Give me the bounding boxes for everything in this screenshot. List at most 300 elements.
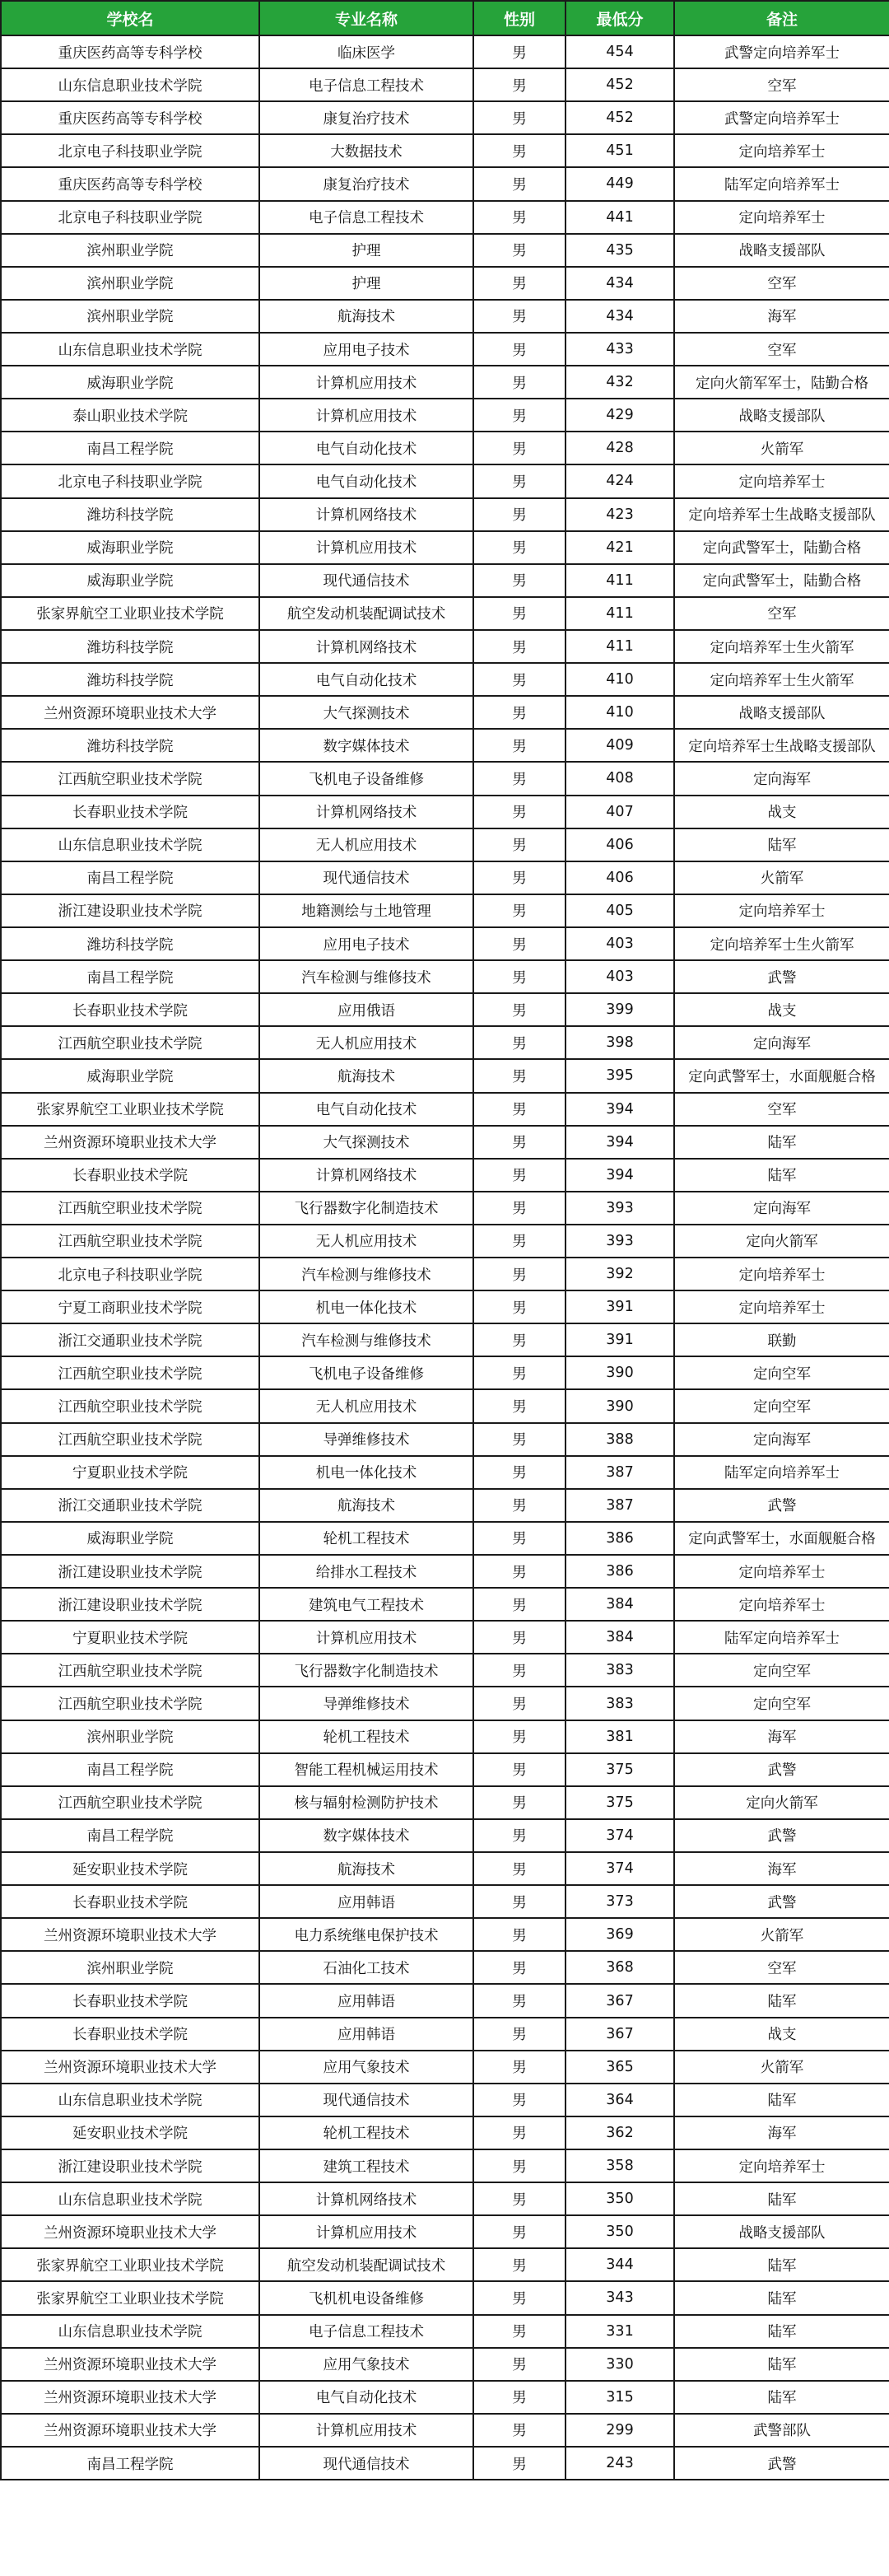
cell-major: 计算机应用技术 — [259, 399, 473, 432]
cell-major: 汽车检测与维修技术 — [259, 1258, 473, 1290]
cell-remark: 战略支援部队 — [674, 2215, 889, 2248]
table-row — [1, 663, 889, 696]
cell-min-score: 374 — [566, 1852, 674, 1885]
table-row — [1, 796, 889, 828]
cell-remark: 定向空军 — [674, 1687, 889, 1720]
cell-min-score: 434 — [566, 267, 674, 300]
cell-major: 飞机电子设备维修 — [259, 1356, 473, 1389]
cell-major: 应用韩语 — [259, 2018, 473, 2051]
cell-min-score: 375 — [566, 1753, 674, 1786]
table-row — [1, 729, 889, 762]
cell-gender: 男 — [473, 464, 566, 497]
cell-min-score: 408 — [566, 762, 674, 795]
cell-major: 地籍测绘与土地管理 — [259, 894, 473, 927]
table-row — [1, 2381, 889, 2414]
cell-remark: 定向武警军士，陆勤合格 — [674, 564, 889, 597]
cell-gender: 男 — [473, 35, 566, 68]
cell-remark: 火箭军 — [674, 432, 889, 464]
cell-min-score: 365 — [566, 2051, 674, 2084]
cell-min-score: 411 — [566, 597, 674, 630]
cell-gender: 男 — [473, 828, 566, 861]
cell-min-score: 373 — [566, 1885, 674, 1918]
cell-min-score: 391 — [566, 1323, 674, 1356]
cell-remark: 定向武警军士，水面舰艇合格 — [674, 1059, 889, 1092]
table-row — [1, 234, 889, 267]
cell-major: 电气自动化技术 — [259, 1093, 473, 1126]
cell-min-score: 395 — [566, 1059, 674, 1092]
cell-major: 康复治疗技术 — [259, 167, 473, 200]
table-row — [1, 2149, 889, 2182]
cell-min-score: 432 — [566, 366, 674, 399]
cell-gender: 男 — [473, 1159, 566, 1192]
cell-min-score: 410 — [566, 663, 674, 696]
table-row — [1, 2018, 889, 2051]
header-school: 学校名 — [1, 1, 259, 35]
table-row — [1, 993, 889, 1026]
table-row — [1, 1389, 889, 1422]
table-row — [1, 1059, 889, 1092]
cell-remark: 武警 — [674, 1885, 889, 1918]
cell-remark: 陆军 — [674, 2315, 889, 2348]
cell-remark: 定向培养军士 — [674, 1290, 889, 1323]
table-row — [1, 1720, 889, 1753]
cell-school: 重庆医药高等专科学校 — [1, 167, 259, 200]
cell-min-score: 433 — [566, 333, 674, 366]
cell-min-score: 362 — [566, 2116, 674, 2149]
header-min-score: 最低分 — [566, 1, 674, 35]
header-major: 专业名称 — [259, 1, 473, 35]
cell-min-score: 428 — [566, 432, 674, 464]
cell-school: 张家界航空工业职业技术学院 — [1, 2248, 259, 2281]
cell-school: 兰州资源环境职业技术大学 — [1, 2215, 259, 2248]
cell-gender: 男 — [473, 1621, 566, 1654]
cell-school: 兰州资源环境职业技术大学 — [1, 2348, 259, 2381]
table-row — [1, 2315, 889, 2348]
cell-major: 轮机工程技术 — [259, 2116, 473, 2149]
cell-major: 航空发动机装配调试技术 — [259, 597, 473, 630]
table-row — [1, 1852, 889, 1885]
cell-school: 潍坊科技学院 — [1, 663, 259, 696]
cell-min-score: 405 — [566, 894, 674, 927]
cell-school: 浙江建设职业技术学院 — [1, 2149, 259, 2182]
cell-remark: 定向培养军士 — [674, 201, 889, 234]
cell-gender: 男 — [473, 1984, 566, 2017]
cell-remark: 陆军 — [674, 2281, 889, 2314]
cell-remark: 战支 — [674, 2018, 889, 2051]
table-row — [1, 2084, 889, 2116]
cell-major: 建筑电气工程技术 — [259, 1588, 473, 1621]
cell-remark: 定向海军 — [674, 1423, 889, 1456]
cell-school: 兰州资源环境职业技术大学 — [1, 1918, 259, 1951]
cell-major: 护理 — [259, 267, 473, 300]
cell-major: 计算机网络技术 — [259, 2182, 473, 2215]
cell-min-score: 384 — [566, 1588, 674, 1621]
cell-school: 浙江建设职业技术学院 — [1, 894, 259, 927]
table-row — [1, 1819, 889, 1852]
cell-min-score: 451 — [566, 134, 674, 167]
cell-school: 浙江交通职业技术学院 — [1, 1489, 259, 1522]
cell-school: 张家界航空工业职业技术学院 — [1, 597, 259, 630]
table-row — [1, 1588, 889, 1621]
cell-school: 南昌工程学院 — [1, 960, 259, 993]
cell-gender: 男 — [473, 1720, 566, 1753]
table-row — [1, 267, 889, 300]
cell-school: 兰州资源环境职业技术大学 — [1, 2051, 259, 2084]
table-row — [1, 134, 889, 167]
table-row — [1, 828, 889, 861]
cell-min-score: 390 — [566, 1356, 674, 1389]
cell-major: 飞机电子设备维修 — [259, 762, 473, 795]
cell-gender: 男 — [473, 531, 566, 564]
cell-school: 潍坊科技学院 — [1, 927, 259, 960]
cell-major: 应用韩语 — [259, 1885, 473, 1918]
table-row — [1, 1323, 889, 1356]
table-row — [1, 432, 889, 464]
cell-min-score: 411 — [566, 630, 674, 663]
cell-remark: 战支 — [674, 993, 889, 1026]
cell-major: 电气自动化技术 — [259, 663, 473, 696]
table-row — [1, 1356, 889, 1389]
table-row — [1, 531, 889, 564]
cell-major: 电力系统继电保护技术 — [259, 1918, 473, 1951]
header-remark: 备注 — [674, 1, 889, 35]
cell-school: 重庆医药高等专科学校 — [1, 101, 259, 134]
table-row — [1, 1456, 889, 1489]
cell-gender: 男 — [473, 2381, 566, 2414]
cell-gender: 男 — [473, 333, 566, 366]
cell-school: 长春职业技术学院 — [1, 796, 259, 828]
cell-major: 数字媒体技术 — [259, 1819, 473, 1852]
cell-min-score: 390 — [566, 1389, 674, 1422]
cell-gender: 男 — [473, 201, 566, 234]
table-row — [1, 2281, 889, 2314]
cell-remark: 海军 — [674, 1852, 889, 1885]
cell-school: 滨州职业学院 — [1, 300, 259, 333]
cell-gender: 男 — [473, 597, 566, 630]
cell-major: 现代通信技术 — [259, 564, 473, 597]
cell-min-score: 343 — [566, 2281, 674, 2314]
cell-min-score: 434 — [566, 300, 674, 333]
cell-school: 南昌工程学院 — [1, 861, 259, 894]
cell-major: 计算机应用技术 — [259, 2215, 473, 2248]
cell-major: 电子信息工程技术 — [259, 2315, 473, 2348]
cell-major: 计算机网络技术 — [259, 498, 473, 531]
cell-gender: 男 — [473, 1456, 566, 1489]
cell-min-score: 387 — [566, 1489, 674, 1522]
cell-school: 山东信息职业技术学院 — [1, 2315, 259, 2348]
cell-school: 江西航空职业技术学院 — [1, 1389, 259, 1422]
cell-school: 江西航空职业技术学院 — [1, 1192, 259, 1225]
table-row — [1, 1159, 889, 1192]
cell-remark: 武警 — [674, 2447, 889, 2480]
table-row — [1, 1093, 889, 1126]
cell-min-score: 358 — [566, 2149, 674, 2182]
cell-major: 无人机应用技术 — [259, 1026, 473, 1059]
cell-gender: 男 — [473, 1093, 566, 1126]
cell-remark: 武警 — [674, 1819, 889, 1852]
cell-gender: 男 — [473, 1290, 566, 1323]
cell-school: 长春职业技术学院 — [1, 1885, 259, 1918]
cell-min-score: 383 — [566, 1687, 674, 1720]
cell-major: 导弹维修技术 — [259, 1687, 473, 1720]
cell-gender: 男 — [473, 2281, 566, 2314]
cell-school: 江西航空职业技术学院 — [1, 1654, 259, 1687]
cell-min-score: 369 — [566, 1918, 674, 1951]
cell-min-score: 350 — [566, 2182, 674, 2215]
cell-school: 北京电子科技职业学院 — [1, 1258, 259, 1290]
cell-remark: 定向培养军士 — [674, 1588, 889, 1621]
cell-gender: 男 — [473, 1522, 566, 1555]
cell-major: 航空发动机装配调试技术 — [259, 2248, 473, 2281]
table-row — [1, 1753, 889, 1786]
cell-min-score: 367 — [566, 1984, 674, 2017]
cell-remark: 战略支援部队 — [674, 399, 889, 432]
cell-major: 航海技术 — [259, 1489, 473, 1522]
cell-gender: 男 — [473, 762, 566, 795]
cell-school: 滨州职业学院 — [1, 267, 259, 300]
header-gender: 性别 — [473, 1, 566, 35]
cell-min-score: 406 — [566, 828, 674, 861]
cell-school: 潍坊科技学院 — [1, 630, 259, 663]
table-row — [1, 2447, 889, 2480]
cell-remark: 定向海军 — [674, 762, 889, 795]
cell-min-score: 350 — [566, 2215, 674, 2248]
cell-min-score: 243 — [566, 2447, 674, 2480]
table-row — [1, 894, 889, 927]
cell-gender: 男 — [473, 796, 566, 828]
cell-min-score: 435 — [566, 234, 674, 267]
table-row — [1, 2215, 889, 2248]
cell-gender: 男 — [473, 2315, 566, 2348]
cell-min-score: 394 — [566, 1126, 674, 1159]
cell-min-score: 331 — [566, 2315, 674, 2348]
cell-major: 汽车检测与维修技术 — [259, 960, 473, 993]
cell-min-score: 424 — [566, 464, 674, 497]
cell-min-score: 409 — [566, 729, 674, 762]
table-row — [1, 927, 889, 960]
table-row — [1, 2414, 889, 2447]
cell-remark: 陆军 — [674, 1159, 889, 1192]
cell-min-score: 299 — [566, 2414, 674, 2447]
cell-remark: 定向培养军士 — [674, 1258, 889, 1290]
table-row — [1, 1555, 889, 1588]
cell-major: 轮机工程技术 — [259, 1522, 473, 1555]
cell-gender: 男 — [473, 1489, 566, 1522]
cell-school: 兰州资源环境职业技术大学 — [1, 696, 259, 729]
cell-school: 泰山职业技术学院 — [1, 399, 259, 432]
table-row — [1, 300, 889, 333]
cell-min-score: 407 — [566, 796, 674, 828]
cell-major: 数字媒体技术 — [259, 729, 473, 762]
cell-school: 张家界航空工业职业技术学院 — [1, 2281, 259, 2314]
cell-remark: 武警 — [674, 960, 889, 993]
cell-major: 航海技术 — [259, 1852, 473, 1885]
cell-remark: 定向培养军士 — [674, 2149, 889, 2182]
cell-gender: 男 — [473, 1588, 566, 1621]
cell-remark: 武警定向培养军士 — [674, 101, 889, 134]
cell-remark: 定向培养军士生火箭军 — [674, 663, 889, 696]
cell-gender: 男 — [473, 2182, 566, 2215]
cell-gender: 男 — [473, 1654, 566, 1687]
cell-remark: 陆军 — [674, 828, 889, 861]
table-row — [1, 1621, 889, 1654]
cell-min-score: 384 — [566, 1621, 674, 1654]
cell-min-score: 421 — [566, 531, 674, 564]
table-row — [1, 101, 889, 134]
cell-major: 计算机网络技术 — [259, 1159, 473, 1192]
table-row — [1, 2348, 889, 2381]
cell-min-score: 410 — [566, 696, 674, 729]
table-row — [1, 1786, 889, 1819]
cell-remark: 武警部队 — [674, 2414, 889, 2447]
cell-major: 飞机机电设备维修 — [259, 2281, 473, 2314]
table-row — [1, 399, 889, 432]
cell-major: 应用电子技术 — [259, 333, 473, 366]
cell-school: 北京电子科技职业学院 — [1, 464, 259, 497]
cell-remark: 定向海军 — [674, 1026, 889, 1059]
cell-min-score: 423 — [566, 498, 674, 531]
table-row — [1, 1951, 889, 1984]
cell-gender: 男 — [473, 1026, 566, 1059]
cell-min-score: 386 — [566, 1522, 674, 1555]
cell-major: 应用气象技术 — [259, 2348, 473, 2381]
cell-min-score: 315 — [566, 2381, 674, 2414]
cell-school: 宁夏职业技术学院 — [1, 1621, 259, 1654]
cell-school: 南昌工程学院 — [1, 432, 259, 464]
cell-gender: 男 — [473, 1687, 566, 1720]
cell-major: 智能工程机械运用技术 — [259, 1753, 473, 1786]
cell-gender: 男 — [473, 993, 566, 1026]
cell-major: 计算机网络技术 — [259, 796, 473, 828]
cell-major: 计算机应用技术 — [259, 366, 473, 399]
cell-major: 计算机网络技术 — [259, 630, 473, 663]
cell-school: 长春职业技术学院 — [1, 1984, 259, 2017]
cell-major: 飞行器数字化制造技术 — [259, 1192, 473, 1225]
cell-min-score: 429 — [566, 399, 674, 432]
cell-min-score: 393 — [566, 1225, 674, 1258]
cell-gender: 男 — [473, 1192, 566, 1225]
cell-gender: 男 — [473, 2084, 566, 2116]
cell-remark: 陆军 — [674, 2182, 889, 2215]
cell-remark: 空军 — [674, 68, 889, 101]
cell-major: 计算机应用技术 — [259, 531, 473, 564]
cell-min-score: 374 — [566, 1819, 674, 1852]
cell-gender: 男 — [473, 1951, 566, 1984]
cell-gender: 男 — [473, 894, 566, 927]
cell-gender: 男 — [473, 1885, 566, 1918]
cell-school: 兰州资源环境职业技术大学 — [1, 1126, 259, 1159]
cell-gender: 男 — [473, 1918, 566, 1951]
cell-major: 航海技术 — [259, 300, 473, 333]
cell-remark: 定向武警军士，陆勤合格 — [674, 531, 889, 564]
cell-min-score: 367 — [566, 2018, 674, 2051]
cell-remark: 战略支援部队 — [674, 696, 889, 729]
cell-school: 江西航空职业技术学院 — [1, 1423, 259, 1456]
cell-major: 飞行器数字化制造技术 — [259, 1654, 473, 1687]
cell-major: 导弹维修技术 — [259, 1423, 473, 1456]
cell-remark: 陆军定向培养军士 — [674, 1621, 889, 1654]
cell-remark: 空军 — [674, 333, 889, 366]
header-row — [1, 1, 889, 35]
cell-school: 滨州职业学院 — [1, 1720, 259, 1753]
cell-school: 浙江建设职业技术学院 — [1, 1555, 259, 1588]
cell-min-score: 399 — [566, 993, 674, 1026]
cell-gender: 男 — [473, 696, 566, 729]
cell-major: 计算机应用技术 — [259, 1621, 473, 1654]
cell-gender: 男 — [473, 101, 566, 134]
cell-major: 现代通信技术 — [259, 2447, 473, 2480]
table-row — [1, 1687, 889, 1720]
cell-gender: 男 — [473, 2018, 566, 2051]
cell-major: 电子信息工程技术 — [259, 68, 473, 101]
cell-remark: 陆军定向培养军士 — [674, 1456, 889, 1489]
cell-school: 山东信息职业技术学院 — [1, 828, 259, 861]
cell-remark: 定向培养军士生火箭军 — [674, 630, 889, 663]
cell-gender: 男 — [473, 927, 566, 960]
cell-school: 威海职业学院 — [1, 1059, 259, 1092]
cell-remark: 战支 — [674, 796, 889, 828]
cell-gender: 男 — [473, 1753, 566, 1786]
cell-major: 应用气象技术 — [259, 2051, 473, 2084]
cell-school: 南昌工程学院 — [1, 1753, 259, 1786]
cell-remark: 空军 — [674, 597, 889, 630]
cell-major: 石油化工技术 — [259, 1951, 473, 1984]
cell-gender: 男 — [473, 366, 566, 399]
table-row — [1, 696, 889, 729]
table-row — [1, 861, 889, 894]
cell-gender: 男 — [473, 1786, 566, 1819]
cell-school: 浙江建设职业技术学院 — [1, 1588, 259, 1621]
cell-major: 现代通信技术 — [259, 861, 473, 894]
cell-gender: 男 — [473, 630, 566, 663]
table-row — [1, 333, 889, 366]
cell-school: 延安职业技术学院 — [1, 1852, 259, 1885]
cell-major: 电气自动化技术 — [259, 464, 473, 497]
table-row — [1, 1489, 889, 1522]
cell-school: 长春职业技术学院 — [1, 2018, 259, 2051]
cell-major: 无人机应用技术 — [259, 828, 473, 861]
cell-remark: 陆军 — [674, 1126, 889, 1159]
cell-min-score: 394 — [566, 1093, 674, 1126]
cell-major: 汽车检测与维修技术 — [259, 1323, 473, 1356]
cell-remark: 定向空军 — [674, 1654, 889, 1687]
cell-major: 机电一体化技术 — [259, 1456, 473, 1489]
cell-remark: 空军 — [674, 1093, 889, 1126]
cell-min-score: 441 — [566, 201, 674, 234]
cell-gender: 男 — [473, 267, 566, 300]
cell-gender: 男 — [473, 2414, 566, 2447]
cell-school: 滨州职业学院 — [1, 234, 259, 267]
table-row — [1, 1258, 889, 1290]
cell-school: 江西航空职业技术学院 — [1, 1687, 259, 1720]
cell-remark: 战略支援部队 — [674, 234, 889, 267]
cell-remark: 空军 — [674, 1951, 889, 1984]
cell-school: 宁夏职业技术学院 — [1, 1456, 259, 1489]
cell-remark: 陆军定向培养军士 — [674, 167, 889, 200]
cell-school: 北京电子科技职业学院 — [1, 201, 259, 234]
cell-gender: 男 — [473, 234, 566, 267]
cell-remark: 火箭军 — [674, 1918, 889, 1951]
cell-min-score: 394 — [566, 1159, 674, 1192]
table-row — [1, 1984, 889, 2017]
cell-school: 长春职业技术学院 — [1, 993, 259, 1026]
cell-gender: 男 — [473, 1555, 566, 1588]
cell-min-score: 375 — [566, 1786, 674, 1819]
table-row — [1, 630, 889, 663]
cell-gender: 男 — [473, 1819, 566, 1852]
cell-remark: 定向火箭军 — [674, 1225, 889, 1258]
cell-gender: 男 — [473, 1356, 566, 1389]
